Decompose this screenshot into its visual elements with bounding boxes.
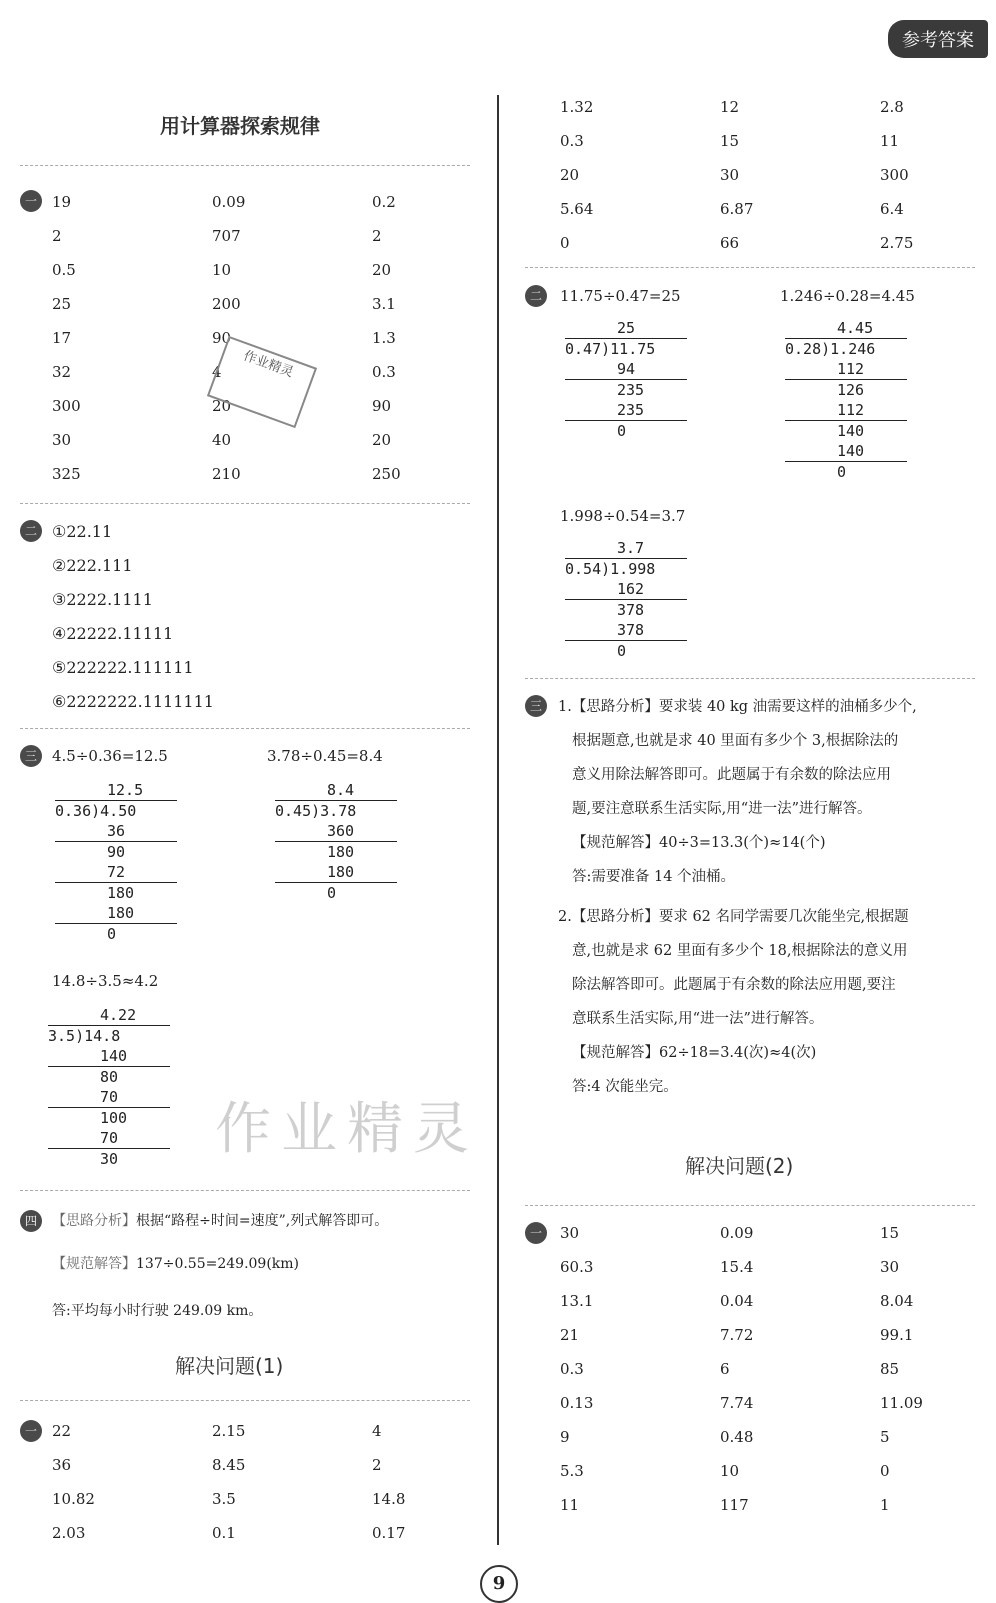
grid-cell: 10.82 xyxy=(52,1490,95,1508)
grid-row xyxy=(52,1490,532,1524)
division-line: 3.7 xyxy=(565,538,687,559)
grid-row xyxy=(52,227,532,261)
list-item: ④22222.11111 xyxy=(52,624,174,643)
division-line: 180 xyxy=(107,884,135,902)
division-line: 140 xyxy=(837,422,865,440)
grid-row xyxy=(52,295,532,329)
equation: 3.78÷0.45=8.4 xyxy=(267,747,383,765)
grid-cell: 1.3 xyxy=(372,329,396,347)
division-line: 0 xyxy=(327,884,337,902)
grid-cell: 30 xyxy=(720,166,740,184)
answer-grid-left-5 xyxy=(52,1422,532,1558)
section-marker: 一 xyxy=(525,1222,547,1244)
paragraph-line: 意义用除法解答即可。此题属于有余数的除法应用 xyxy=(572,767,891,783)
grid-cell: 9 xyxy=(560,1428,570,1446)
list-item: ③2222.1111 xyxy=(52,590,153,609)
division-line: 126 xyxy=(837,381,865,399)
grid-cell: 4 xyxy=(212,363,222,381)
division-line: 4.22 xyxy=(48,1005,170,1026)
division-line: 0.47)11.75 xyxy=(565,340,656,358)
grid-row xyxy=(560,200,996,234)
grid-cell: 5.3 xyxy=(560,1462,584,1480)
grid-cell: 0 xyxy=(880,1462,890,1480)
answer-list-left-2 xyxy=(52,522,214,726)
grid-row xyxy=(560,1360,996,1394)
grid-cell: 2.75 xyxy=(880,234,914,252)
grid-row xyxy=(52,193,532,227)
grid-cell: 25 xyxy=(52,295,72,313)
stamp: 作业精灵 xyxy=(207,336,317,428)
grid-cell: 6.4 xyxy=(880,200,904,218)
grid-cell: 2 xyxy=(372,227,382,245)
division-line: 0 xyxy=(617,642,627,660)
paragraph-line: 答:需要准备 14 个油桶。 xyxy=(572,869,736,885)
grid-cell: 2.8 xyxy=(880,98,904,116)
grid-cell: 5.64 xyxy=(560,200,594,218)
grid-cell: 36 xyxy=(52,1456,72,1474)
divider xyxy=(525,1205,975,1206)
answer-line: 答:平均每小时行驶 249.09 km。 xyxy=(52,1303,263,1319)
paragraph-line: 题,要注意联系生活实际,用“进一法”进行解答。 xyxy=(572,801,872,817)
grid-cell: 210 xyxy=(212,465,241,483)
grid-cell: 12 xyxy=(720,98,740,116)
grid-cell: 0.09 xyxy=(720,1224,754,1242)
equation: 4.5÷0.36=12.5 xyxy=(52,747,168,765)
paragraph-line: 2.【思路分析】要求 62 名同学需要几次能坐完,根据题 xyxy=(558,909,909,925)
grid-cell: 8.45 xyxy=(212,1456,246,1474)
division-line: 0 xyxy=(107,925,117,943)
grid-cell: 30 xyxy=(560,1224,580,1242)
division-line: 70 xyxy=(48,1087,170,1108)
grid-row xyxy=(560,1326,996,1360)
grid-row xyxy=(560,166,996,200)
long-division xyxy=(55,780,177,944)
grid-row xyxy=(52,465,532,499)
long-division xyxy=(785,318,907,482)
section-title-left-2: 解决问题(1) xyxy=(175,1354,284,1378)
division-line: 180 xyxy=(327,843,355,861)
grid-cell: 7.74 xyxy=(720,1394,754,1412)
grid-cell: 250 xyxy=(372,465,401,483)
divider xyxy=(20,165,470,166)
grid-cell: 20 xyxy=(212,397,232,415)
grid-cell: 0.04 xyxy=(720,1292,754,1310)
list-item: ⑤222222.111111 xyxy=(52,658,194,677)
division-line: 140 xyxy=(48,1046,170,1067)
grid-cell: 40 xyxy=(212,431,232,449)
section-marker: 三 xyxy=(20,745,42,767)
section-marker: 二 xyxy=(525,285,547,307)
grid-cell: 300 xyxy=(880,166,909,184)
paragraph-line: 根据题意,也就是求 40 里面有多少个 3,根据除法的 xyxy=(572,733,899,749)
grid-cell: 3.1 xyxy=(372,295,396,313)
grid-cell: 7.72 xyxy=(720,1326,754,1344)
grid-cell: 17 xyxy=(52,329,72,347)
grid-cell: 20 xyxy=(372,261,392,279)
answer-tag: 参考答案 xyxy=(888,20,988,58)
divider xyxy=(525,678,975,679)
grid-cell: 85 xyxy=(880,1360,900,1378)
section-marker: 一 xyxy=(20,1420,42,1442)
grid-cell: 0.3 xyxy=(560,1360,584,1378)
section-marker: 三 xyxy=(525,695,547,717)
grid-cell: 2.15 xyxy=(212,1422,246,1440)
equation: 11.75÷0.47=25 xyxy=(560,287,681,305)
paragraph-line: 【规范解答】62÷18=3.4(次)≈4(次) xyxy=(572,1045,817,1061)
division-line: 4.45 xyxy=(785,318,907,339)
division-line: 3.5)14.8 xyxy=(48,1027,121,1045)
grid-cell: 20 xyxy=(560,166,580,184)
grid-cell: 8.04 xyxy=(880,1292,914,1310)
grid-cell: 10 xyxy=(720,1462,740,1480)
grid-cell: 0.3 xyxy=(372,363,396,381)
grid-cell: 11.09 xyxy=(880,1394,923,1412)
division-line: 12.5 xyxy=(55,780,177,801)
grid-cell: 15 xyxy=(880,1224,900,1242)
grid-row xyxy=(560,1462,996,1496)
grid-cell: 32 xyxy=(52,363,72,381)
grid-cell: 99.1 xyxy=(880,1326,914,1344)
grid-row xyxy=(560,1496,996,1530)
equation: 1.246÷0.28=4.45 xyxy=(780,287,915,305)
grid-cell: 5 xyxy=(880,1428,890,1446)
list-item: ②222.111 xyxy=(52,556,133,575)
division-line: 30 xyxy=(100,1150,119,1168)
division-line: 140 xyxy=(785,441,907,462)
grid-cell: 6.87 xyxy=(720,200,754,218)
division-line: 0.36)4.50 xyxy=(55,802,137,820)
answer-grid-right-top xyxy=(560,98,996,268)
grid-cell: 0.09 xyxy=(212,193,246,211)
grid-row xyxy=(560,98,996,132)
grid-cell: 0 xyxy=(560,234,570,252)
grid-row xyxy=(560,1292,996,1326)
grid-cell: 6 xyxy=(720,1360,730,1378)
equation: 1.998÷0.54=3.7 xyxy=(560,507,686,525)
division-line: 36 xyxy=(55,821,177,842)
section-marker: 四 xyxy=(20,1210,42,1232)
grid-cell: 22 xyxy=(52,1422,72,1440)
grid-cell: 15.4 xyxy=(720,1258,754,1276)
grid-cell: 0.1 xyxy=(212,1524,236,1542)
division-line: 90 xyxy=(107,843,126,861)
grid-cell: 66 xyxy=(720,234,740,252)
grid-row xyxy=(560,1224,996,1258)
division-line: 0 xyxy=(617,422,627,440)
watermark: 作业精灵 xyxy=(215,1097,479,1162)
division-line: 378 xyxy=(565,620,687,641)
long-division xyxy=(565,538,687,661)
grid-cell: 2.03 xyxy=(52,1524,86,1542)
equation: 14.8÷3.5≈4.2 xyxy=(52,972,159,990)
division-line: 0 xyxy=(837,463,847,481)
grid-cell: 19 xyxy=(52,193,72,211)
grid-cell: 117 xyxy=(720,1496,749,1514)
grid-cell: 90 xyxy=(372,397,392,415)
division-line: 8.4 xyxy=(275,780,397,801)
grid-cell: 1.32 xyxy=(560,98,594,116)
page-number: 9 xyxy=(480,1565,518,1603)
answer-grid-right-4 xyxy=(560,1224,996,1530)
paragraph-line: 1.【思路分析】要求装 40 kg 油需要这样的油桶多少个, xyxy=(558,699,917,715)
division-line: 112 xyxy=(785,400,907,421)
division-line: 80 xyxy=(100,1068,119,1086)
grid-cell: 15 xyxy=(720,132,740,150)
grid-row xyxy=(52,431,532,465)
paragraph-line: 【规范解答】40÷3=13.3(个)≈14(个) xyxy=(572,835,826,851)
grid-row xyxy=(560,1394,996,1428)
grid-row xyxy=(560,1428,996,1462)
divider xyxy=(20,1400,470,1401)
divider xyxy=(20,1190,470,1191)
grid-cell: 60.3 xyxy=(560,1258,594,1276)
grid-cell: 20 xyxy=(372,431,392,449)
grid-cell: 11 xyxy=(560,1496,580,1514)
grid-cell: 2 xyxy=(372,1456,382,1474)
section-marker: 一 xyxy=(20,190,42,212)
grid-cell: 200 xyxy=(212,295,241,313)
grid-row xyxy=(52,1524,532,1558)
division-line: 70 xyxy=(48,1128,170,1149)
grid-cell: 3.5 xyxy=(212,1490,236,1508)
problem-2 xyxy=(558,900,988,1104)
grid-row xyxy=(560,132,996,166)
division-line: 235 xyxy=(565,400,687,421)
grid-cell: 325 xyxy=(52,465,81,483)
grid-row xyxy=(52,1456,532,1490)
problem-1 xyxy=(558,690,988,894)
long-division xyxy=(275,780,397,903)
answer-line: 【规范解答】137÷0.55=249.09(km) xyxy=(52,1256,300,1272)
division-line: 162 xyxy=(565,579,687,600)
division-line: 180 xyxy=(55,903,177,924)
grid-row xyxy=(52,261,532,295)
paragraph-line: 意,也就是求 62 里面有多少个 18,根据除法的意义用 xyxy=(572,943,908,959)
grid-row xyxy=(52,1422,532,1456)
division-line: 180 xyxy=(275,862,397,883)
division-line: 100 xyxy=(100,1109,128,1127)
long-division xyxy=(48,1005,170,1169)
section-marker: 二 xyxy=(20,520,42,542)
division-line: 94 xyxy=(565,359,687,380)
grid-cell: 1 xyxy=(880,1496,890,1514)
grid-cell: 300 xyxy=(52,397,81,415)
grid-row xyxy=(560,234,996,268)
division-line: 112 xyxy=(785,359,907,380)
grid-cell: 13.1 xyxy=(560,1292,594,1310)
paragraph-line: 答:4 次能坐完。 xyxy=(572,1079,678,1095)
grid-cell: 0.17 xyxy=(372,1524,406,1542)
division-line: 25 xyxy=(565,318,687,339)
long-division xyxy=(565,318,687,441)
analysis-line: 【思路分析】根据“路程÷时间=速度”,列式解答即可。 xyxy=(52,1213,389,1229)
section-title-left-1: 用计算器探索规律 xyxy=(160,114,320,138)
division-line: 0.45)3.78 xyxy=(275,802,357,820)
paragraph-line: 意联系生活实际,用“进一法”进行解答。 xyxy=(572,1011,824,1027)
grid-cell: 0.13 xyxy=(560,1394,594,1412)
grid-cell: 707 xyxy=(212,227,241,245)
grid-cell: 0.48 xyxy=(720,1428,754,1446)
division-line: 72 xyxy=(55,862,177,883)
grid-cell: 11 xyxy=(880,132,900,150)
divider xyxy=(20,728,470,729)
list-item: ⑥2222222.1111111 xyxy=(52,692,214,711)
divider xyxy=(525,267,975,268)
division-line: 378 xyxy=(617,601,645,619)
division-line: 0.28)1.246 xyxy=(785,340,876,358)
divider xyxy=(20,503,470,504)
grid-cell: 0.5 xyxy=(52,261,76,279)
grid-cell: 10 xyxy=(212,261,232,279)
grid-cell: 21 xyxy=(560,1326,580,1344)
list-item: ①22.11 xyxy=(52,522,113,541)
grid-cell: 0.3 xyxy=(560,132,584,150)
division-line: 360 xyxy=(275,821,397,842)
grid-cell: 30 xyxy=(52,431,72,449)
section-title-right-3: 解决问题(2) xyxy=(685,1154,794,1178)
grid-cell: 30 xyxy=(880,1258,900,1276)
grid-cell: 14.8 xyxy=(372,1490,406,1508)
answer-grid-left-1 xyxy=(52,193,532,499)
paragraph-line: 除法解答即可。此题属于有余数的除法应用题,要注 xyxy=(572,977,896,993)
division-line: 235 xyxy=(617,381,645,399)
grid-cell: 2 xyxy=(52,227,62,245)
division-line: 0.54)1.998 xyxy=(565,560,656,578)
grid-row xyxy=(560,1258,996,1292)
grid-cell: 4 xyxy=(372,1422,382,1440)
grid-cell: 90 xyxy=(212,329,232,347)
grid-cell: 0.2 xyxy=(372,193,396,211)
